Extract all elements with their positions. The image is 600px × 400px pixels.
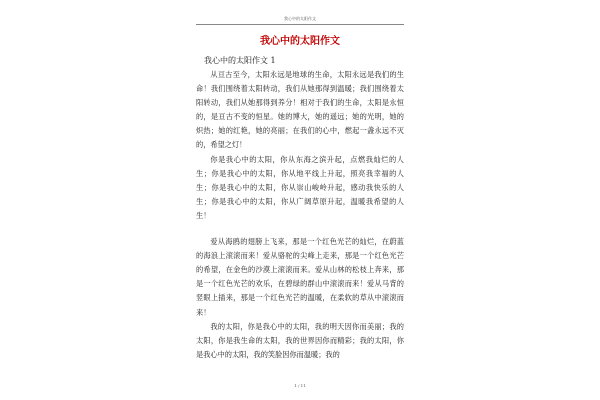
document-title: 我心中的太阳作文 — [260, 36, 340, 47]
document-page — [196, 0, 404, 400]
paragraph-1: 从亘古至今，太阳永远是地球的生命，太阳永远是我们的生命！我们围绕着太阳转动，我们从她那得到温暖；我们围绕着太阳转动，我们从她那得到养分！相对于我们的生命，太阳是永恒的，是亘古不变的恒星。她的博大，她的遥远；她的光明，她的炽热；她的红艳，她的亮丽；在我们的心中，燃起一盏永远不灭的，希望之灯！ — [196, 70, 404, 150]
paragraph-4: 我的太阳，你是我心中的太阳，我的明天因你而美丽；我的太阳，你是我生命的太阳，我的世界因你而精彩；我的太阳，你是我心中的太阳，我的笑脸因你而温暖；我的 — [196, 321, 404, 359]
header-divider — [196, 24, 404, 25]
document-body — [196, 68, 404, 362]
page-number: 1 / 11 — [294, 383, 306, 388]
paragraph-2: 你是我心中的太阳，你从东海之滨升起，点燃我灿烂的人生；你是我心中的太阳，你从地平线上升起，照亮我幸福的人生；你是我心中的太阳，你从崇山峻岭升起，感动我快乐的人生；你是我心中的太阳，你从广阔草原升起，温暖我希望的人生！ — [196, 154, 404, 220]
paragraph-3: 爱从海鸥的翅膀上飞来，那是一个红色光芒的灿烂，在蔚蓝的海浪上滚滚而来！爱从骆驼的尖峰上走来，那是一个红色光芒的希望，在金色的沙漠上滚滚而来。爱从山林的松枝上奔来，那是一个红色光芒的欢乐，在碧绿的群山中滚滚而来！爱从马背的竖眼上插来，那是一个红色光芒的温暖，在柔软的草从中滚滚而来！ — [196, 237, 404, 317]
document-subtitle: 我心中的太阳作文 1 — [204, 56, 276, 65]
page-header: 我心中的太阳作文 — [284, 16, 316, 21]
